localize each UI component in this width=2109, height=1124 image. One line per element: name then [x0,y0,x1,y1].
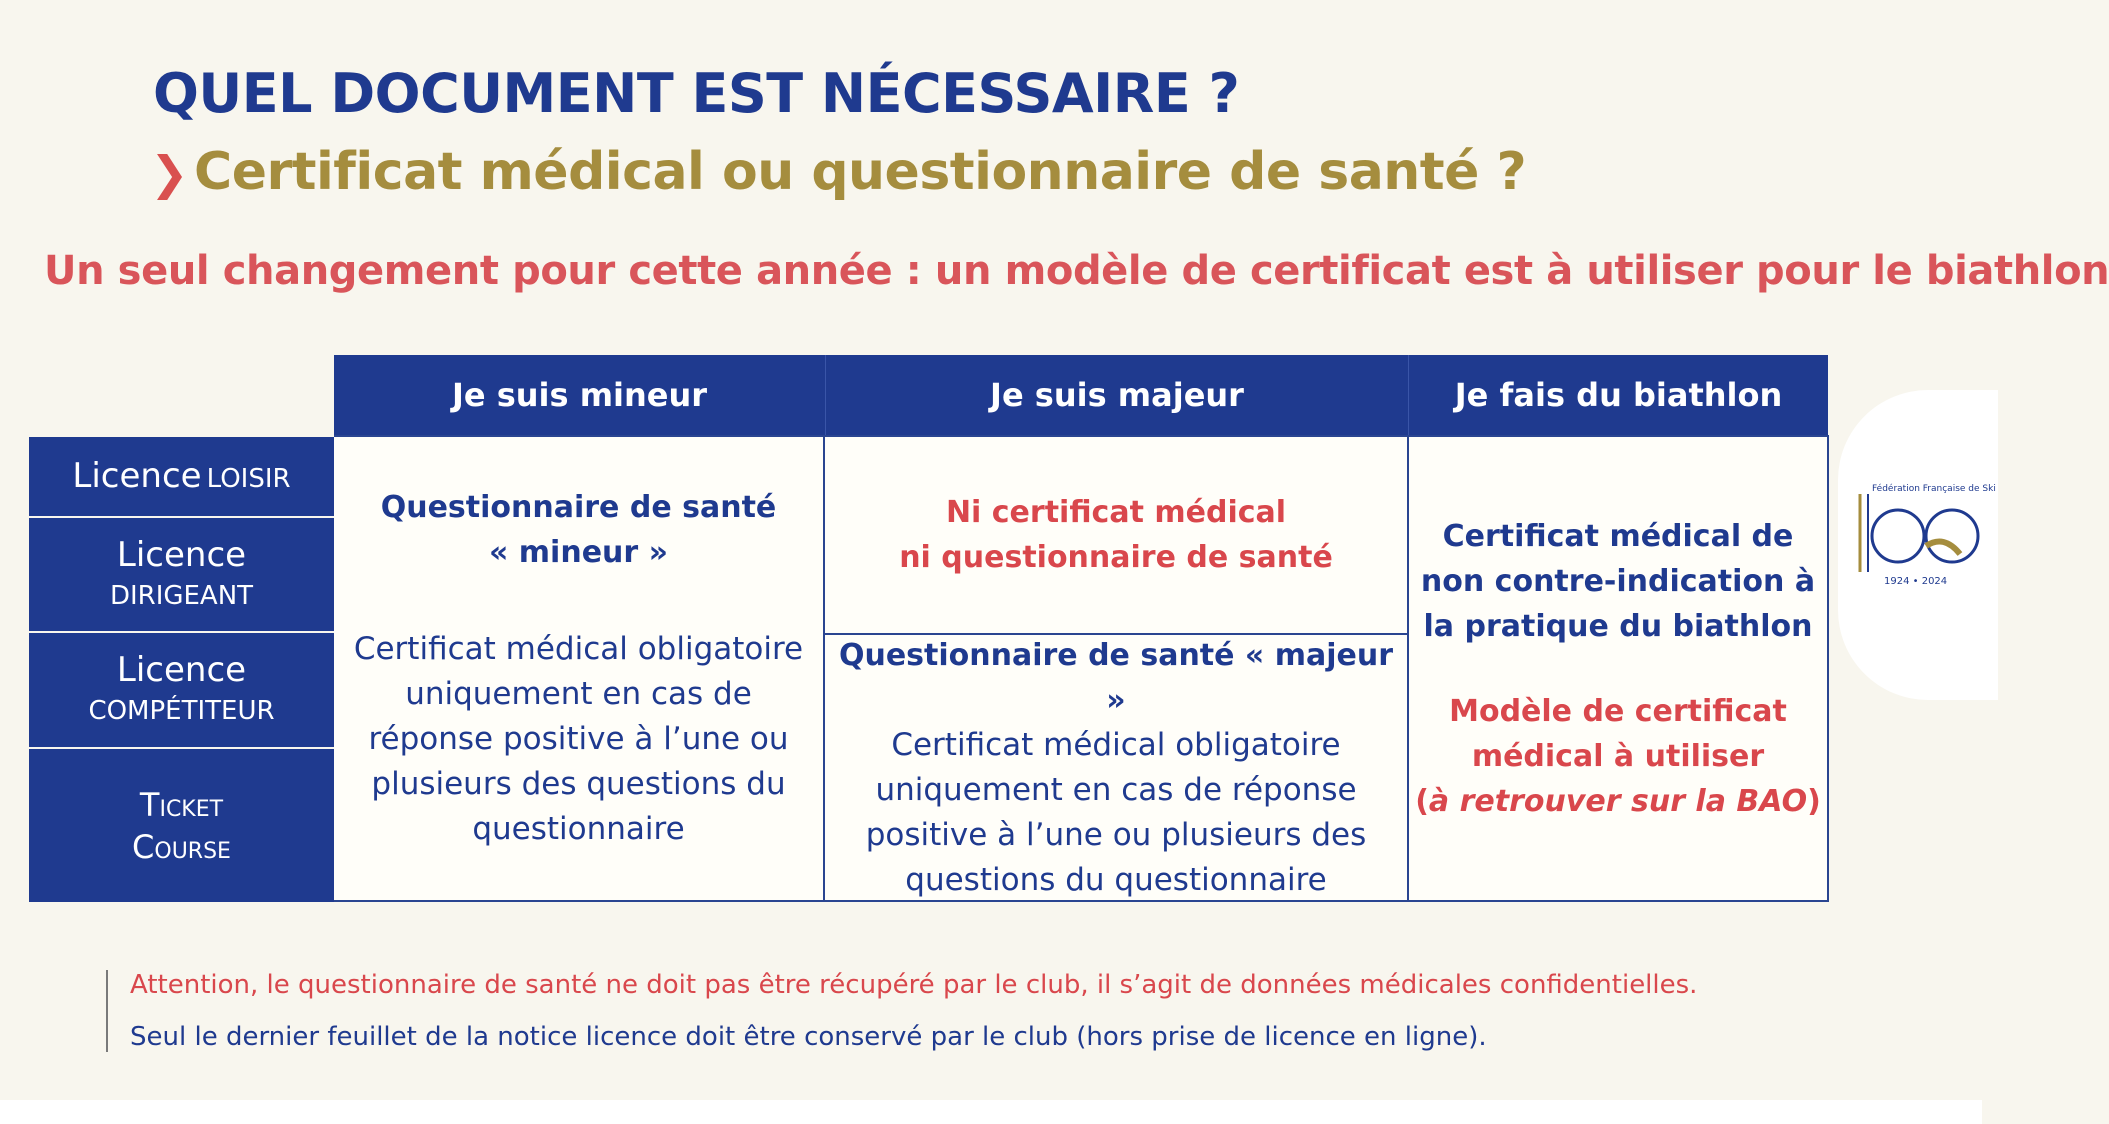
adult-body-line: Certificat médical obligatoire [891,726,1341,763]
page-subtitle [150,142,1526,202]
row-label-sub: Course [132,827,231,866]
column-header-adult: Je suis majeur [825,355,1408,435]
adult-body-line: positive à l’une ou plusieurs des [865,816,1367,853]
bao-link[interactable]: à retrouver sur la BAO [1428,783,1808,819]
biathlon-model-line: Modèle de certificat [1449,693,1787,729]
subtitle-text: Certificat médical ou questionnaire de santé ? [194,142,1527,202]
row-label-sub: DIRIGEANT [109,580,254,611]
row-label-sub: LOISIR [206,463,291,494]
biathlon-heading-line: non contre-indication à [1420,563,1816,599]
row-header-loisir [29,437,334,518]
row-label-sub: COMPÉTITEUR [88,696,275,726]
bottom-strip [0,1100,1982,1124]
row-header-competiteur [29,633,334,749]
minor-body-line: uniquement en cas de [405,676,752,712]
info-note: Seul le dernier feuillet de la notice licence doit être conservé par le club (hors prise de licence en ligne). [130,1022,1487,1052]
column-header-minor: Je suis mineur [334,355,825,435]
minor-body-line: plusieurs des questions du [371,766,786,802]
adult-bottom-heading: Questionnaire de santé « majeur » [838,637,1394,718]
biathlon-heading-line: Certificat médical de [1442,518,1794,554]
row-header-dirigeant [29,518,334,633]
note-divider [106,970,108,1052]
minor-heading-line2: « mineur » [488,535,669,570]
row-header-ticket-course [29,749,334,902]
adult-top-line2: ni questionnaire de santé [899,540,1333,575]
cell-minor [334,435,825,902]
minor-body-line: Certificat médical obligatoire [353,631,804,667]
change-notice: Un seul changement pour cette année : un modèle de certificat est à utiliser pour le biathlon [44,248,2109,294]
biathlon-heading-line: la pratique du biathlon [1423,608,1813,644]
biathlon-bao-link-line [1415,779,1821,824]
minor-heading-line1: Questionnaire de santé [380,490,777,525]
row-label-main: Licence [116,534,247,575]
cell-adult-bottom [823,633,1409,902]
minor-body-line: réponse positive à l’une ou [368,721,789,757]
adult-body-line: questions du questionnaire [905,861,1327,898]
column-header-biathlon: Je fais du biathlon [1408,355,1828,435]
adult-top-line1: Ni certificat médical [945,495,1287,530]
cell-biathlon [1407,435,1829,902]
cell-adult-top [823,435,1409,635]
row-label-main: Ticket [139,785,224,824]
chevron-right-icon: ❯ [150,146,189,200]
row-label-main: Licence [72,455,202,496]
row-label-main: Licence [116,650,247,690]
biathlon-model-line: médical à utiliser [1471,738,1765,774]
logo-years: 1924 • 2024 [1884,576,1948,587]
page-title: QUEL DOCUMENT EST NÉCESSAIRE ? [153,62,1240,125]
logo-org-text: Fédération Française de Ski [1872,484,1996,494]
centenary-logo-icon [1856,484,1986,588]
adult-body-line: uniquement en cas de réponse [875,771,1357,808]
paren-close: ) [1807,783,1821,819]
minor-body-line: questionnaire [472,811,685,847]
paren-open: ( [1415,783,1429,819]
warning-note: Attention, le questionnaire de santé ne doit pas être récupéré par le club, il s’agit de données médicales confidentielles. [130,970,1698,1000]
